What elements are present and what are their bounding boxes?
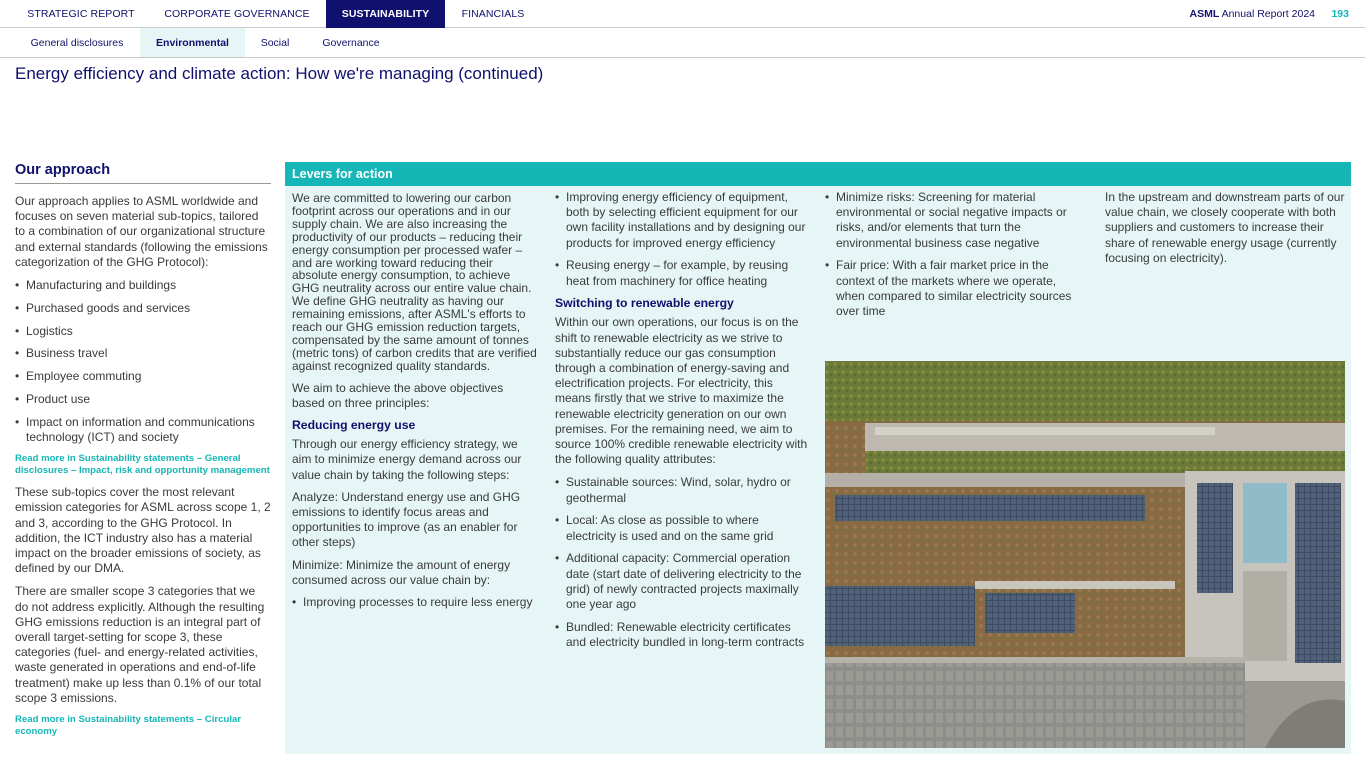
sub-topics-list <box>15 278 271 445</box>
commitment-paragraph: We are committed to lowering our carbon footprint across our operations and in our supply chain. We are also increasing the productivity of our products – reducing their energy consumption per processed wafer – and are working toward reducing their absolute energy consumption, to achieve GHG neutrality across our entire value chain. We define GHG neutrality as having our remaining emissions, after ASML's efforts to reach our GHG emission reduction targets, compensated by the same amount of tonnes (metric tons) of carbon credits that are verified against recognized quality standards. <box>292 191 537 373</box>
list-item: • Manufacturing and buildings <box>15 278 177 293</box>
value-chain-paragraph: In the upstream and downstream parts of our value chain, we closely cooperate with both suppliers and customers to increase their share of renewable energy usage (currently focusing on electricity). <box>1105 190 1345 265</box>
list-item: • Logistics <box>15 323 73 338</box>
levers-column-3 <box>825 190 1077 327</box>
tab-financials[interactable]: FINANCIALS <box>461 8 525 20</box>
our-approach-section <box>15 162 271 746</box>
renewable-energy-heading: Switching to renewable energy <box>555 296 734 311</box>
approach-heading: Our approach <box>15 162 271 184</box>
list-item: • Impact on information and communications technology (ICT) and society <box>15 414 255 444</box>
levers-header: Levers for action <box>285 162 1351 186</box>
minimize-paragraph: Minimize: Minimize the amount of energy consumed across our value chain by: <box>292 557 511 587</box>
list-item: • Bundled: Renewable electricity certificates and electricity bundled in long-term contracts <box>555 619 805 650</box>
read-more-link-circular-economy[interactable]: Read more in Sustainability statements – Circular economy <box>15 714 242 738</box>
efficiency-strategy-paragraph: Through our energy efficiency strategy, we aim to minimize energy demand across our value chain by taking the following steps: <box>292 437 522 482</box>
list-item: • Employee commuting <box>15 369 142 384</box>
renewable-paragraph: Within our own operations, our focus is on the shift to renewable electricity as we strive to substantially reduce our gas consumption through a combination of energy-saving and electrification projects. For electricity, this means firstly that we strive to maximize the renewable electricity generation on our own premises. For the remaining need, we aim to source 100% credible renewable electricity with the following quality attributes: <box>555 315 808 467</box>
levers-column-4 <box>1105 190 1347 273</box>
approach-paragraph-3: There are smaller scope 3 categories that we do not address explicitly. Although the resulting GHG emissions reduction is an integral part of overall target-setting for scope 3, these categories (fuel- and energy-related activities, waste generated in operations and end-of-life treatment) make up less than 0.1% of our total scope 3 emissions. <box>15 584 265 705</box>
list-item: • Additional capacity: Commercial operation date (start date of delivering electricity to the grid) of newly contracted projects maximally one year ago <box>555 551 802 612</box>
levers-for-action-panel <box>285 162 1351 754</box>
levers-column-2 <box>555 190 810 658</box>
subtab-governance[interactable]: Governance <box>322 37 380 49</box>
risk-price-list <box>825 190 1077 319</box>
approach-intro: Our approach applies to ASML worldwide and focuses on seven material sub-topics, tailored to a combination of our organizational structure and external standards (following the emissions categorization of the GHG Protocol): <box>15 194 268 269</box>
tab-strategic-report[interactable]: STRATEGIC REPORT <box>27 8 135 20</box>
list-item: • Product use <box>15 392 91 406</box>
list-item: • Purchased goods and services <box>15 300 191 315</box>
list-item: • Business travel <box>15 346 108 361</box>
list-item: • Reusing energy – for example, by reusing heat from machinery for office heating <box>555 258 789 288</box>
brand-name: ASML <box>1189 8 1220 20</box>
subtab-general-disclosures[interactable]: General disclosures <box>30 37 124 49</box>
subtab-environmental[interactable]: Environmental <box>140 28 245 57</box>
list-item: • Minimize risks: Screening for material environmental or social negative impacts or risks, and/or elements that turn the environmental business case negative <box>825 190 1067 250</box>
read-more-link-general-disclosures[interactable]: Read more in Sustainability statements – General disclosures – Impact, risk and opportunity management <box>15 452 270 476</box>
page-title: Energy efficiency and climate action: How we're managing (continued) <box>15 64 544 83</box>
list-item: • Sustainable sources: Wind, solar, hydro or geothermal <box>555 475 791 505</box>
tab-corporate-governance[interactable]: CORPORATE GOVERNANCE <box>164 8 310 20</box>
report-brand <box>1190 0 1316 28</box>
principles-intro: We aim to achieve the above objectives based on three principles: <box>292 380 504 410</box>
list-item: • Local: As close as possible to where electricity is used and on the same grid <box>555 513 774 543</box>
tab-sustainability[interactable]: SUSTAINABILITY <box>326 0 445 28</box>
list-item: • Fair price: With a fair market price in the context of the markets where we operate, when compared to similar electricity sources over time <box>825 258 1072 319</box>
minimize-list <box>292 595 539 610</box>
approach-paragraph-2: These sub-topics cover the most relevant emission categories for ASML across scope 1, 2 and 3, according to the GHG Protocol. In addition, the ICT industry also has a material impact on the broader emissions of society, as defined by our DMA. <box>15 485 271 576</box>
list-item: • Improving energy efficiency of equipment, both by selecting efficient equipment for our own facility installations and by designing our products for improved energy efficiency <box>555 190 806 250</box>
subtab-social[interactable]: Social <box>260 37 290 49</box>
efficiency-list <box>555 190 810 289</box>
analyze-paragraph: Analyze: Understand energy use and GHG emissions to identify focus areas and opportunities to improve (as an enabler for other steps) <box>292 489 521 550</box>
brand-report-title: Annual Report 2024 <box>1221 8 1315 20</box>
levers-column-1 <box>292 192 539 618</box>
top-navigation <box>0 0 1365 28</box>
sub-navigation <box>0 28 1365 58</box>
aerial-rooftop-photo <box>825 361 1345 748</box>
page-number: 193 <box>1331 8 1349 20</box>
reducing-energy-heading: Reducing energy use <box>292 418 416 433</box>
quality-attributes-list <box>555 475 810 650</box>
list-item: • Improving processes to require less energy <box>292 594 533 609</box>
